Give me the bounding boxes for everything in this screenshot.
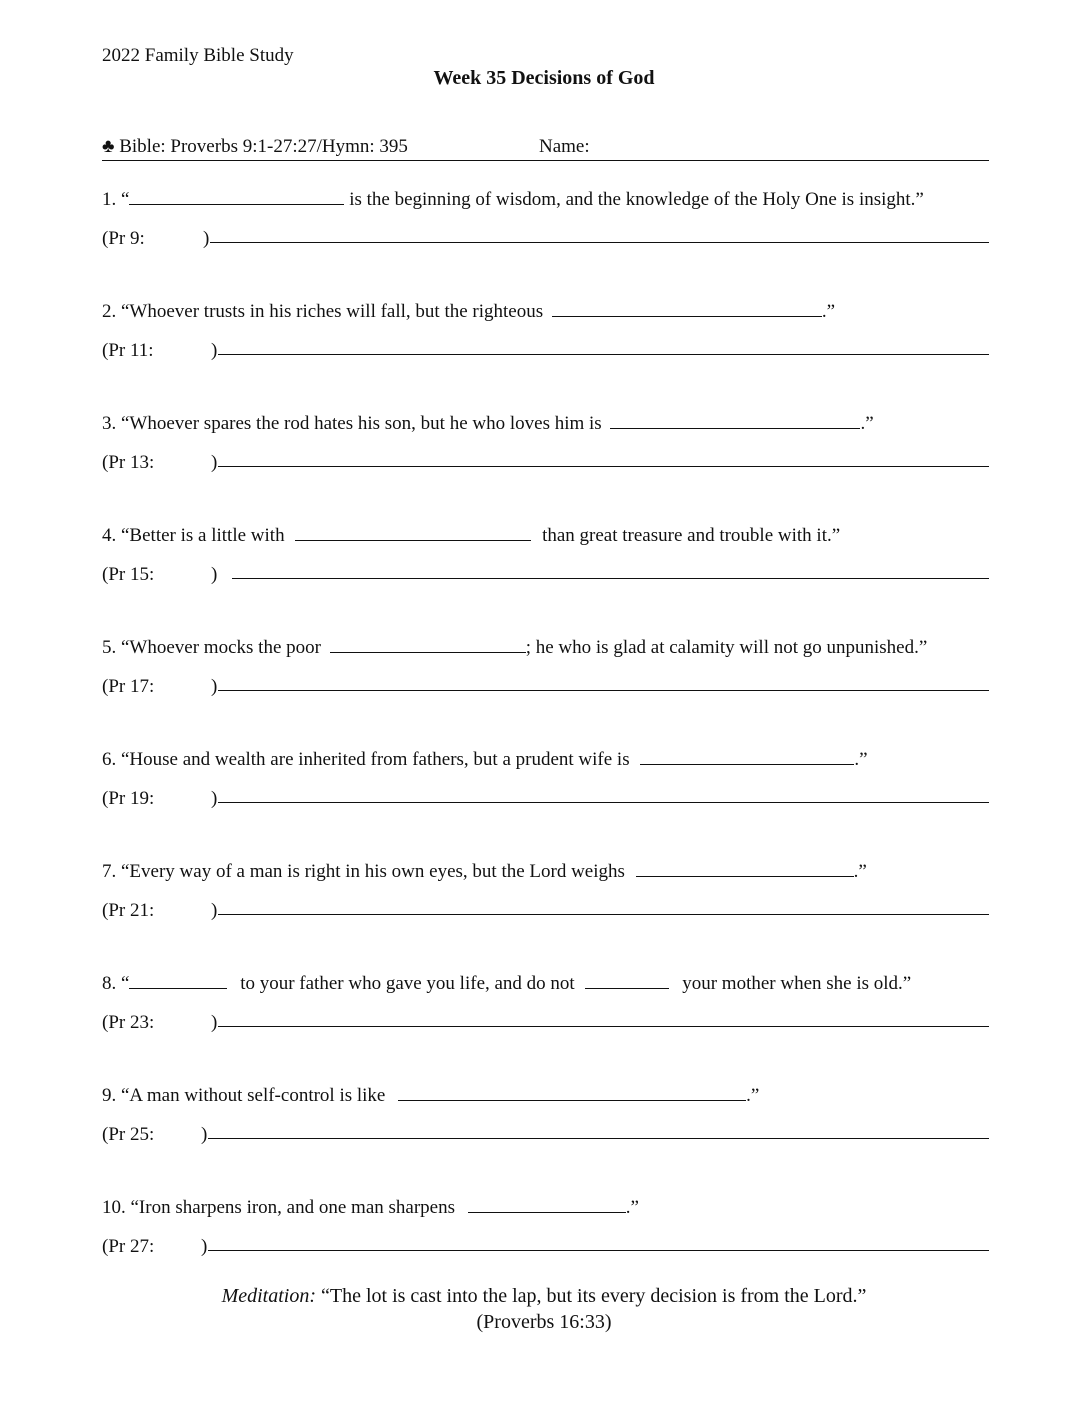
question-text: 6. “House and wealth are inherited from fathers, but a prudent wife is xyxy=(102,749,635,770)
answer-line[interactable] xyxy=(218,1026,989,1027)
question-text: .” xyxy=(860,413,874,434)
answer-blank[interactable] xyxy=(295,522,531,541)
question-text: 9. “A man without self-control is like xyxy=(102,1085,391,1106)
bible-reading-line xyxy=(102,136,989,161)
study-label: 2022 Family Bible Study xyxy=(102,45,294,66)
name-label: Name: xyxy=(539,136,590,157)
reference-label: (Pr 11: xyxy=(102,340,154,361)
answer-blank[interactable] xyxy=(640,746,854,765)
reference-label: (Pr 21: xyxy=(102,900,155,921)
question-4 xyxy=(102,522,840,547)
question-text: 3. “Whoever spares the rod hates his son, but he who loves him is xyxy=(102,413,607,434)
question-text: is the beginning of wisdom, and the knowledge of the Holy One is insight.” xyxy=(344,189,924,210)
answer-line[interactable] xyxy=(210,242,989,243)
question-7 xyxy=(102,858,867,883)
answer-blank[interactable] xyxy=(636,858,854,877)
reference-label: (Pr 25: xyxy=(102,1124,155,1145)
question-text: 8. “ xyxy=(102,973,130,994)
reference-close: ) xyxy=(203,228,210,249)
question-text: 1. “ xyxy=(102,189,130,210)
question-8 xyxy=(102,970,911,995)
question-text: to your father who gave you life, and do not xyxy=(235,973,580,994)
answer-line[interactable] xyxy=(218,690,989,691)
question-3 xyxy=(102,410,874,435)
answer-blank[interactable] xyxy=(610,410,860,429)
reference-close: ) xyxy=(211,1012,218,1033)
question-9 xyxy=(102,1082,759,1107)
question-text: .” xyxy=(625,1197,639,1218)
question-text: 2. “Whoever trusts in his riches will fall, but the righteous xyxy=(102,301,548,322)
question-text: .” xyxy=(854,749,868,770)
answer-line[interactable] xyxy=(218,466,989,467)
reference-label: (Pr 13: xyxy=(102,452,155,473)
reference-close: ) xyxy=(211,676,218,697)
reference-close: ) xyxy=(201,1236,208,1257)
question-text: .” xyxy=(746,1085,760,1106)
meditation-text: “The lot is cast into the lap, but its every decision is from the Lord.” xyxy=(316,1285,867,1307)
answer-line[interactable] xyxy=(232,578,989,579)
answer-blank[interactable] xyxy=(468,1194,626,1213)
answer-blank[interactable] xyxy=(330,634,526,653)
reference-close: ) xyxy=(201,1124,208,1145)
page-title: Week 35 Decisions of God xyxy=(433,67,655,89)
reference-close: ) xyxy=(211,452,218,473)
question-text: .” xyxy=(853,861,867,882)
answer-line[interactable] xyxy=(208,1250,989,1251)
question-5 xyxy=(102,634,927,659)
answer-blank[interactable] xyxy=(398,1082,746,1101)
answer-line[interactable] xyxy=(218,802,989,803)
reference-close: ) xyxy=(211,788,218,809)
reference-close: ) xyxy=(211,564,218,585)
answer-line[interactable] xyxy=(218,354,989,355)
reference-label: (Pr 23: xyxy=(102,1012,155,1033)
reference-close: ) xyxy=(211,340,218,361)
meditation-reference: (Proverbs 16:33) xyxy=(476,1311,612,1333)
answer-blank[interactable] xyxy=(129,186,344,205)
reference-label: (Pr 15: xyxy=(102,564,155,585)
reference-label: (Pr 27: xyxy=(102,1236,155,1257)
reference-label: (Pr 17: xyxy=(102,676,155,697)
question-text: .” xyxy=(821,301,836,322)
question-10 xyxy=(102,1194,639,1219)
question-text: ; he who is glad at calamity will not go unpunished.” xyxy=(525,637,928,658)
question-1 xyxy=(102,186,924,211)
bible-reading: ♣ Bible: Proverbs 9:1-27:27/Hymn: 395 xyxy=(102,136,408,157)
answer-blank[interactable] xyxy=(585,970,669,989)
meditation-label: Meditation: xyxy=(221,1285,316,1307)
reference-close: ) xyxy=(211,900,218,921)
reference-label: (Pr 9: xyxy=(102,228,145,249)
question-text: than great treasure and trouble with it.” xyxy=(537,525,841,546)
question-text: your mother when she is old.” xyxy=(677,973,912,994)
answer-blank[interactable] xyxy=(552,298,822,317)
reference-label: (Pr 19: xyxy=(102,788,155,809)
answer-line[interactable] xyxy=(208,1138,989,1139)
answer-line[interactable] xyxy=(218,914,989,915)
question-text: 5. “Whoever mocks the poor xyxy=(102,637,326,658)
answer-blank[interactable] xyxy=(129,970,227,989)
question-2 xyxy=(102,298,835,323)
question-text: 7. “Every way of a man is right in his own eyes, but the Lord weighs xyxy=(102,861,630,882)
question-6 xyxy=(102,746,868,771)
question-text: 4. “Better is a little with xyxy=(102,525,290,546)
question-text: 10. “Iron sharpens iron, and one man sharpens xyxy=(102,1197,460,1218)
meditation xyxy=(0,1285,1088,1308)
